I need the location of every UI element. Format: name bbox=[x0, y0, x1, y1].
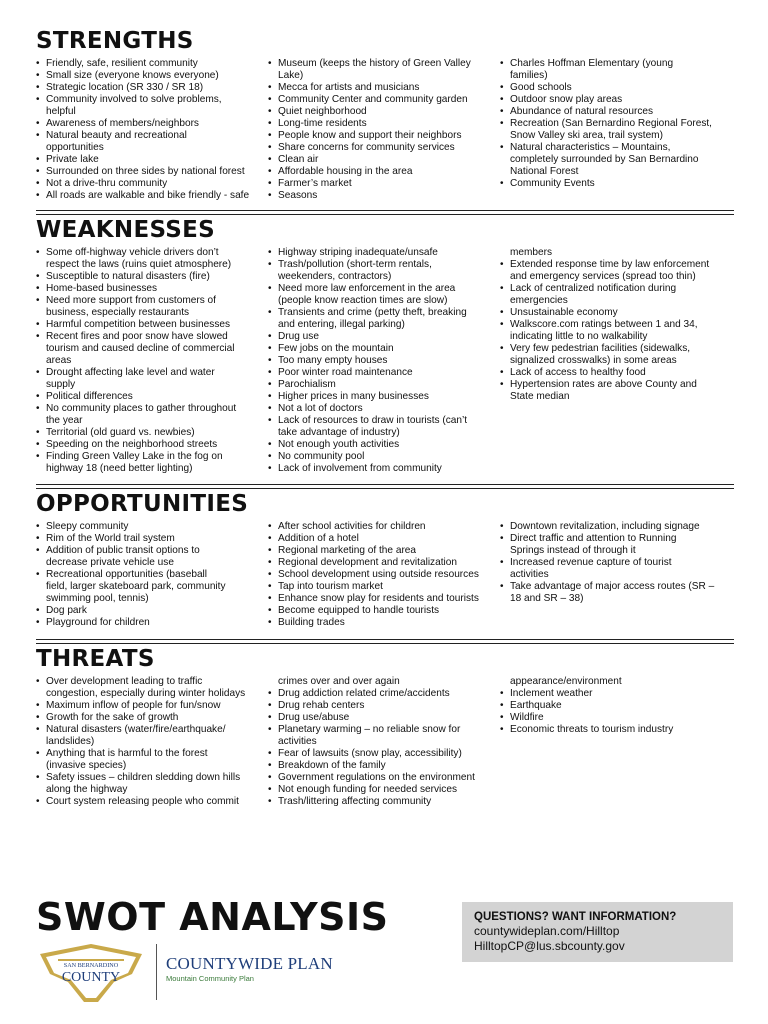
list-item-continuation: Snow Valley ski area, trail system) bbox=[510, 130, 663, 141]
list-item: • Take advantage of major access routes (SR – bbox=[500, 581, 728, 593]
list-item-continuation: take advantage of industry) bbox=[278, 427, 400, 438]
list-item: • Become equipped to handle tourists bbox=[268, 605, 496, 617]
list-item: • No community places to gather throughout bbox=[36, 403, 264, 415]
list-item: • Finding Green Valley Lake in the fog on bbox=[36, 451, 264, 463]
list-item: • Drug addiction related crime/accidents bbox=[268, 688, 496, 700]
threats-column-3 bbox=[500, 676, 732, 808]
list-item: • Charles Hoffman Elementary (young bbox=[500, 58, 728, 70]
opportunities-columns bbox=[36, 521, 734, 629]
list-item: • Awareness of members/neighbors bbox=[36, 118, 264, 130]
threats-list-3 bbox=[500, 676, 728, 736]
list-item: • Surrounded on three sides by national forest bbox=[36, 166, 264, 178]
list-item-continuation: highway 18 (need better lighting) bbox=[46, 463, 193, 474]
list-item: • Dog park bbox=[36, 605, 264, 617]
countywide-plan-logo-text: COUNTYWIDE PLAN bbox=[166, 954, 333, 973]
list-item-continuation: (people know reaction times are slow) bbox=[278, 295, 448, 306]
list-item: • Quiet neighborhood bbox=[268, 106, 496, 118]
email-link[interactable]: HilltopCP@lus.sbcounty.gov bbox=[474, 939, 625, 953]
list-item: • Farmer’s market bbox=[268, 178, 496, 190]
list-item: • Addition of a hotel bbox=[268, 533, 496, 545]
list-item: • Trash/pollution (short-term rentals, bbox=[268, 259, 496, 271]
opportunities-column-1 bbox=[36, 521, 268, 629]
list-item: • Community Events bbox=[500, 178, 728, 190]
list-item: • Mecca for artists and musicians bbox=[268, 82, 496, 94]
list-item-continuation: landslides) bbox=[46, 736, 95, 747]
opportunities-heading: OPPORTUNITIES bbox=[36, 491, 249, 517]
list-item: • Political differences bbox=[36, 391, 264, 403]
list-item: • Share concerns for community services bbox=[268, 142, 496, 154]
mountain-community-plan-text: Mountain Community Plan bbox=[166, 974, 254, 983]
list-item: • Anything that is harmful to the forest bbox=[36, 748, 264, 760]
list-item-continuation: members bbox=[510, 247, 553, 258]
opportunities-list-2 bbox=[268, 521, 496, 629]
list-item-continuation: activities bbox=[278, 736, 317, 747]
list-item: • Affordable housing in the area bbox=[268, 166, 496, 178]
list-item: • Outdoor snow play areas bbox=[500, 94, 728, 106]
threats-column-2 bbox=[268, 676, 500, 808]
opportunities-column-2 bbox=[268, 521, 500, 629]
weaknesses-column-2 bbox=[268, 247, 500, 475]
county-seal-icon bbox=[36, 942, 146, 1004]
list-item-continuation: indicating little to no walkability bbox=[510, 331, 648, 342]
list-item: • Not enough youth activities bbox=[268, 439, 496, 451]
list-item-continuation: appearance/environment bbox=[510, 676, 622, 687]
list-item: • Strategic location (SR 330 / SR 18) bbox=[36, 82, 264, 94]
list-item-continuation: Lake) bbox=[278, 70, 304, 81]
weaknesses-heading: WEAKNESSES bbox=[36, 217, 216, 243]
list-item: • Lack of resources to draw in tourists (can’t bbox=[268, 415, 496, 427]
list-item-continuation: completely surrounded by San Bernardino bbox=[510, 154, 699, 165]
list-item: • Hypertension rates are above County and bbox=[500, 379, 728, 391]
website-link[interactable]: countywideplan.com/Hilltop bbox=[474, 924, 620, 938]
info-heading: QUESTIONS? WANT INFORMATION? bbox=[474, 911, 677, 923]
list-item-continuation: along the highway bbox=[46, 784, 128, 795]
list-item: • Addition of public transit options to bbox=[36, 545, 264, 557]
list-item: • Trash/littering affecting community bbox=[268, 796, 496, 808]
strengths-list-1 bbox=[36, 58, 264, 202]
list-item-continuation: helpful bbox=[46, 106, 76, 117]
list-item: • Court system releasing people who commit bbox=[36, 796, 264, 808]
list-item-continuation: opportunities bbox=[46, 142, 104, 153]
seal-main-text: COUNTY bbox=[61, 970, 121, 985]
list-item: • Drought affecting lake level and water bbox=[36, 367, 264, 379]
list-item-continuation: field, larger skateboard park, community bbox=[46, 581, 226, 592]
list-item: • Museum (keeps the history of Green Valley bbox=[268, 58, 496, 70]
strengths-column-3 bbox=[500, 58, 732, 202]
list-item: • Growth for the sake of growth bbox=[36, 712, 264, 724]
list-item-continuation: activities bbox=[510, 569, 549, 580]
list-item-continuation: Springs instead of through it bbox=[510, 545, 636, 556]
document-title: SWOT ANALYSIS bbox=[36, 895, 389, 939]
list-item-continuation: 18 and SR – 38) bbox=[510, 593, 584, 604]
seal-top-text: SAN BERNARDINO bbox=[63, 962, 119, 969]
list-item: • Lack of involvement from community bbox=[268, 463, 496, 475]
list-item: • All roads are walkable and bike friendly - safe bbox=[36, 190, 264, 202]
list-item-continuation: State median bbox=[510, 391, 570, 402]
list-item: • No community pool bbox=[268, 451, 496, 463]
list-item: • Territorial (old guard vs. newbies) bbox=[36, 427, 264, 439]
strengths-section bbox=[36, 28, 734, 202]
list-item: • Small size (everyone knows everyone) bbox=[36, 70, 264, 82]
strengths-list-2 bbox=[268, 58, 496, 202]
list-item: • Downtown revitalization, including signage bbox=[500, 521, 728, 533]
list-item: • Extended response time by law enforcement bbox=[500, 259, 728, 271]
list-item: • Unsustainable economy bbox=[500, 307, 728, 319]
list-item: • Transients and crime (petty theft, breaking bbox=[268, 307, 496, 319]
opportunities-column-3 bbox=[500, 521, 732, 629]
list-item-continuation: decrease private vehicle use bbox=[46, 557, 174, 568]
list-item: • Private lake bbox=[36, 154, 264, 166]
list-item-continuation: tourism and caused decline of commercial bbox=[46, 343, 235, 354]
list-item: • People know and support their neighbors bbox=[268, 130, 496, 142]
list-item-continuation: emergencies bbox=[510, 295, 568, 306]
list-item-continuation: congestion, especially during winter holidays bbox=[46, 688, 246, 699]
list-item: • Need more law enforcement in the area bbox=[268, 283, 496, 295]
list-item: • Community Center and community garden bbox=[268, 94, 496, 106]
list-item: • Clean air bbox=[268, 154, 496, 166]
list-item: • Seasons bbox=[268, 190, 496, 202]
list-item: • Maximum inflow of people for fun/snow bbox=[36, 700, 264, 712]
list-item: • Parochialism bbox=[268, 379, 496, 391]
contact-info-box bbox=[462, 902, 733, 962]
list-item-continuation: supply bbox=[46, 379, 76, 390]
list-item: • Susceptible to natural disasters (fire) bbox=[36, 271, 264, 283]
list-item: • Economic threats to tourism industry bbox=[500, 724, 728, 736]
list-item: • Enhance snow play for residents and tourists bbox=[268, 593, 496, 605]
list-item: • Higher prices in many businesses bbox=[268, 391, 496, 403]
weaknesses-list-2 bbox=[268, 247, 496, 475]
list-item: • Highway striping inadequate/unsafe bbox=[268, 247, 496, 259]
list-item-continuation: crimes over and over again bbox=[278, 676, 400, 687]
list-item: • Drug use bbox=[268, 331, 496, 343]
list-item: • Not a lot of doctors bbox=[268, 403, 496, 415]
strengths-heading: STRENGTHS bbox=[36, 28, 194, 54]
list-item-continuation: respect the laws (ruins quiet atmosphere) bbox=[46, 259, 232, 270]
weaknesses-column-3 bbox=[500, 247, 732, 475]
threats-column-1 bbox=[36, 676, 268, 808]
list-item: • Drug use/abuse bbox=[268, 712, 496, 724]
list-item: • Home-based businesses bbox=[36, 283, 264, 295]
threats-section bbox=[36, 646, 734, 808]
strengths-column-2 bbox=[268, 58, 500, 202]
list-item: • Rim of the World trail system bbox=[36, 533, 264, 545]
list-item: • Need more support from customers of bbox=[36, 295, 264, 307]
list-item: • School development using outside resources bbox=[268, 569, 496, 581]
list-item: • Abundance of natural resources bbox=[500, 106, 728, 118]
list-item: • Natural beauty and recreational bbox=[36, 130, 264, 142]
list-item: • Breakdown of the family bbox=[268, 760, 496, 772]
logo-separator bbox=[156, 944, 157, 1000]
list-item: • Not enough funding for needed services bbox=[268, 784, 496, 796]
list-item: • Increased revenue capture of tourist bbox=[500, 557, 728, 569]
list-item: • Poor winter road maintenance bbox=[268, 367, 496, 379]
list-item: • Community involved to solve problems, bbox=[36, 94, 264, 106]
list-item: • Long-time residents bbox=[268, 118, 496, 130]
logo-area bbox=[36, 942, 346, 1004]
opportunities-list-3 bbox=[500, 521, 728, 605]
list-item: • Inclement weather bbox=[500, 688, 728, 700]
list-item: • Natural disasters (water/fire/earthquake/ bbox=[36, 724, 264, 736]
threats-list-1 bbox=[36, 676, 264, 808]
list-item-continuation: weekenders, contractors) bbox=[278, 271, 392, 282]
weaknesses-list-1 bbox=[36, 247, 264, 475]
section-divider bbox=[36, 639, 734, 644]
list-item-continuation: the year bbox=[46, 415, 83, 426]
list-item: • Too many empty houses bbox=[268, 355, 496, 367]
section-divider bbox=[36, 484, 734, 489]
list-item-continuation: and emergency services (spread too thin) bbox=[510, 271, 696, 282]
list-item: • Earthquake bbox=[500, 700, 728, 712]
list-item: • Harmful competition between businesses bbox=[36, 319, 264, 331]
list-item: • Some off-highway vehicle drivers don’t bbox=[36, 247, 264, 259]
strengths-column-1 bbox=[36, 58, 268, 202]
list-item: • Building trades bbox=[268, 617, 496, 629]
list-item: • Walkscore.com ratings between 1 and 34, bbox=[500, 319, 728, 331]
list-item: • Not a drive-thru community bbox=[36, 178, 264, 190]
list-item: • Government regulations on the environment bbox=[268, 772, 496, 784]
threats-list-2 bbox=[268, 676, 496, 808]
threats-columns bbox=[36, 676, 734, 808]
threats-heading: THREATS bbox=[36, 646, 155, 672]
weaknesses-column-1 bbox=[36, 247, 268, 475]
list-item: • Natural characteristics – Mountains, bbox=[500, 142, 728, 154]
list-item: • Speeding on the neighborhood streets bbox=[36, 439, 264, 451]
strengths-columns bbox=[36, 58, 734, 202]
list-item: • Safety issues – children sledding down hills bbox=[36, 772, 264, 784]
list-item: • Direct traffic and attention to Running bbox=[500, 533, 728, 545]
list-item: • Very few pedestrian facilities (sidewalks, bbox=[500, 343, 728, 355]
weaknesses-columns bbox=[36, 247, 734, 475]
list-item-continuation: and entering, illegal parking) bbox=[278, 319, 405, 330]
list-item: • Planetary warming – no reliable snow for bbox=[268, 724, 496, 736]
list-item: • After school activities for children bbox=[268, 521, 496, 533]
list-item: • Recent fires and poor snow have slowed bbox=[36, 331, 264, 343]
list-item: • Lack of centralized notification during bbox=[500, 283, 728, 295]
opportunities-section bbox=[36, 491, 734, 629]
list-item: • Good schools bbox=[500, 82, 728, 94]
list-item-continuation: areas bbox=[46, 355, 72, 366]
list-item-continuation: swimming pool, tennis) bbox=[46, 593, 149, 604]
list-item: • Regional development and revitalization bbox=[268, 557, 496, 569]
section-divider bbox=[36, 210, 734, 215]
list-item: • Regional marketing of the area bbox=[268, 545, 496, 557]
weaknesses-list-3 bbox=[500, 247, 728, 403]
weaknesses-section bbox=[36, 217, 734, 475]
list-item-continuation: families) bbox=[510, 70, 548, 81]
strengths-list-3 bbox=[500, 58, 728, 190]
list-item: • Wildfire bbox=[500, 712, 728, 724]
list-item: • Friendly, safe, resilient community bbox=[36, 58, 264, 70]
list-item: • Over development leading to traffic bbox=[36, 676, 264, 688]
list-item: • Sleepy community bbox=[36, 521, 264, 533]
list-item: • Recreation (San Bernardino Regional Forest, bbox=[500, 118, 728, 130]
list-item-continuation: (invasive species) bbox=[46, 760, 127, 771]
list-item: • Few jobs on the mountain bbox=[268, 343, 496, 355]
list-item-continuation: business, especially restaurants bbox=[46, 307, 190, 318]
list-item: • Tap into tourism market bbox=[268, 581, 496, 593]
list-item: • Drug rehab centers bbox=[268, 700, 496, 712]
list-item-continuation: signalized crosswalks) in some areas bbox=[510, 355, 677, 366]
list-item: • Fear of lawsuits (snow play, accessibility) bbox=[268, 748, 496, 760]
list-item: • Recreational opportunities (baseball bbox=[36, 569, 264, 581]
list-item-continuation: National Forest bbox=[510, 166, 579, 177]
opportunities-list-1 bbox=[36, 521, 264, 629]
list-item: • Playground for children bbox=[36, 617, 264, 629]
list-item: • Lack of access to healthy food bbox=[500, 367, 728, 379]
